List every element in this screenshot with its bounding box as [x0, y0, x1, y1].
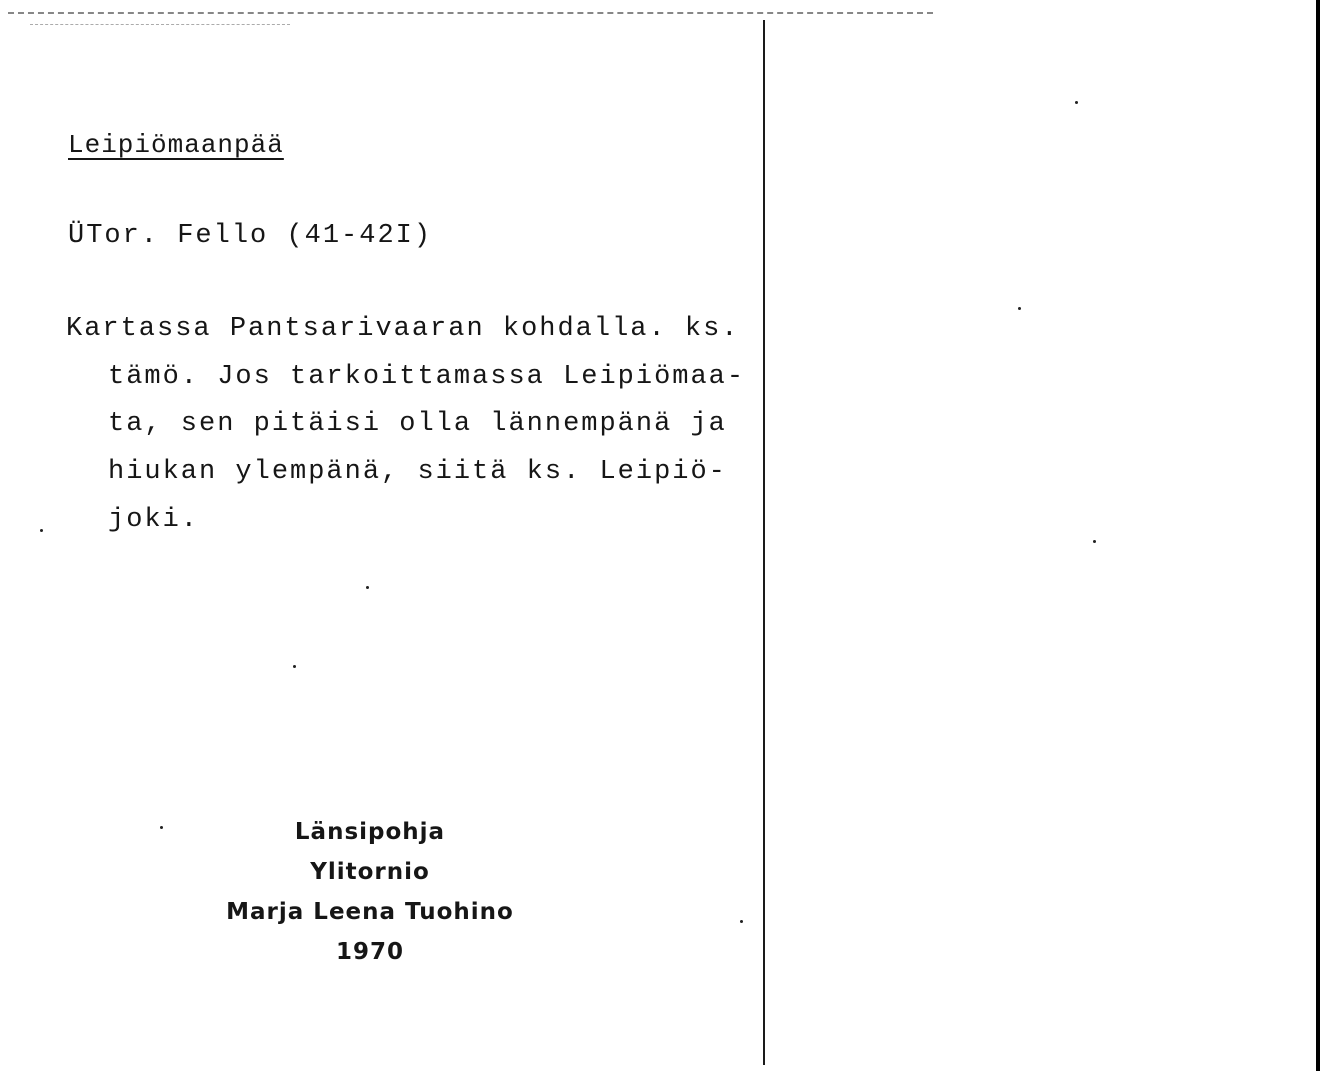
scan-speck — [293, 665, 296, 668]
top-edge-artifact — [8, 12, 933, 14]
stamp-parish: Ylitornio — [310, 859, 430, 885]
source-reference: ÜTor. Fello (41-42I) — [68, 221, 433, 251]
body-line-2: tämö. Jos tarkoittamassa Leipiömaa- — [108, 362, 746, 392]
scan-speck — [740, 920, 743, 923]
body-line-1: Kartassa Pantsarivaaran kohdalla. ks. — [66, 314, 740, 344]
card-right-edge — [1316, 0, 1320, 1071]
card-divider-line — [763, 20, 765, 1065]
body-line-3: ta, sen pitäisi olla lännempänä ja — [108, 409, 727, 439]
collector-stamp — [180, 812, 560, 972]
card-title: Leipiömaanpää — [68, 130, 284, 160]
scan-speck — [40, 529, 43, 532]
top-edge-artifact-secondary — [30, 24, 290, 25]
scan-speck — [366, 586, 369, 589]
stamp-year: 1970 — [335, 939, 404, 965]
stamp-collector: Marja Leena Tuohino — [226, 899, 514, 925]
body-line-4: hiukan ylempänä, siitä ks. Leipiö- — [108, 457, 727, 487]
body-line-5: joki. — [108, 505, 200, 535]
scan-speck — [1075, 101, 1078, 104]
scan-speck — [160, 826, 163, 829]
stamp-region: Länsipohja — [294, 819, 446, 845]
scan-speck — [1093, 540, 1096, 543]
scan-speck — [1018, 307, 1021, 310]
